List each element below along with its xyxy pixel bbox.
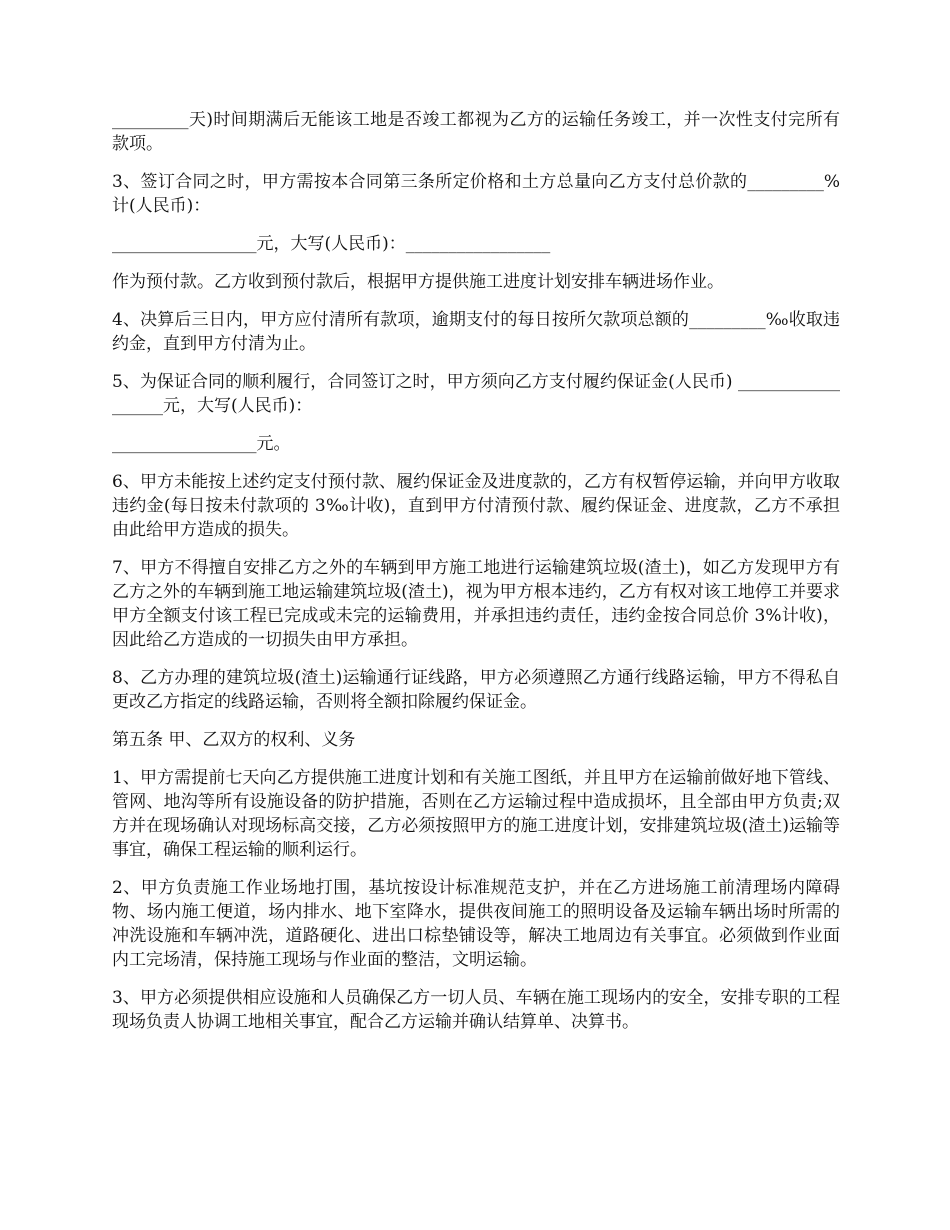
paragraph-clause-6: 6、甲方未能按上述约定支付预付款、履约保证金及进度款的，乙方有权暂停运输，并向甲方收取违约金(每日按未付款项的 3‰计收)，直到甲方付清预付款、履约保证金、进度款，乙方不承担由此给甲方造成的损失。 — [112, 472, 840, 540]
paragraph-duty-1: 1、甲方需提前七天向乙方提供施工进度计划和有关施工图纸，并且甲方在运输前做好地下管线、管网、地沟等所有设施设备的防护措施，否则在乙方运输过程中造成损坏，且全部由甲方负责;双方并在现场确认对现场标高交接，乙方必须按照甲方的施工进度计划，安排建筑垃圾(渣土)运输等事宜，确保工程运输的顺利运行。 — [112, 768, 840, 860]
paragraph-duty-3: 3、甲方必须提供相应设施和人员确保乙方一切人员、车辆在施工现场内的安全，安排专职的工程现场负责人协调工地相关事宜，配合乙方运输并确认结算单、决算书。 — [112, 988, 840, 1032]
paragraph-prepayment: 作为预付款。乙方收到预付款后，根据甲方提供施工进度计划安排车辆进场作业。 — [112, 272, 724, 292]
paragraph-payment-completion: _________天)时间期满后无能该工地是否竣工都视为乙方的运输任务竣工，并一次性支付完所有款项。 — [112, 110, 840, 154]
paragraph-clause-8: 8、乙方办理的建筑垃圾(渣土)运输通行证线路，甲方必须遵照乙方通行线路运输，甲方不得私自更改乙方指定的线路运输，否则将全额扣除履约保证金。 — [112, 668, 840, 712]
paragraph-deposit-blank: _________________元。 — [112, 434, 291, 454]
section-heading-article-5: 第五条 甲、乙双方的权利、义务 — [112, 730, 356, 750]
paragraph-duty-2: 2、甲方负责施工作业场地打围，基坑按设计标准规范支护，并在乙方进场施工前清理场内障碍物、场内施工便道，场内排水、地下室降水，提供夜间施工的照明设备及运输车辆出场时所需的冲洗设施和车辆冲洗，道路硬化、进出口棕垫铺设等，解决工地周边有关事宜。必须做到作业面内工完场清，保持施工现场与作业面的整洁，文明运输。 — [112, 878, 840, 970]
paragraph-clause-7: 7、甲方不得擅自安排乙方之外的车辆到甲方施工地进行运输建筑垃圾(渣土)，如乙方发现甲方有乙方之外的车辆到施工地运输建筑垃圾(渣土)，视为甲方根本违约，乙方有权对该工地停工并要求甲方全额支付该工程已完成或未完的运输费用，并承担违约责任，违约金按合同总价 3%计收)，因此给乙方造成的一切损失由甲方承担。 — [112, 558, 840, 650]
paragraph-clause-3: 3、签订合同之时，甲方需按本合同第三条所定价格和土方总量向乙方支付总价款的_________%计(人民币)： — [112, 172, 840, 216]
paragraph-clause-5: 5、为保证合同的顺利履行，合同签订之时，甲方须向乙方支付履约保证金(人民币) __________________元，大写(人民币)： — [112, 372, 840, 416]
document-page — [112, 108, 840, 1048]
paragraph-amount-blank: _________________元，大写(人民币)：_________________ — [112, 234, 551, 254]
paragraph-clause-4: 4、决算后三日内，甲方应付清所有款项，逾期支付的每日按所欠款项总额的_________‰收取违约金，直到甲方付清为止。 — [112, 310, 840, 354]
